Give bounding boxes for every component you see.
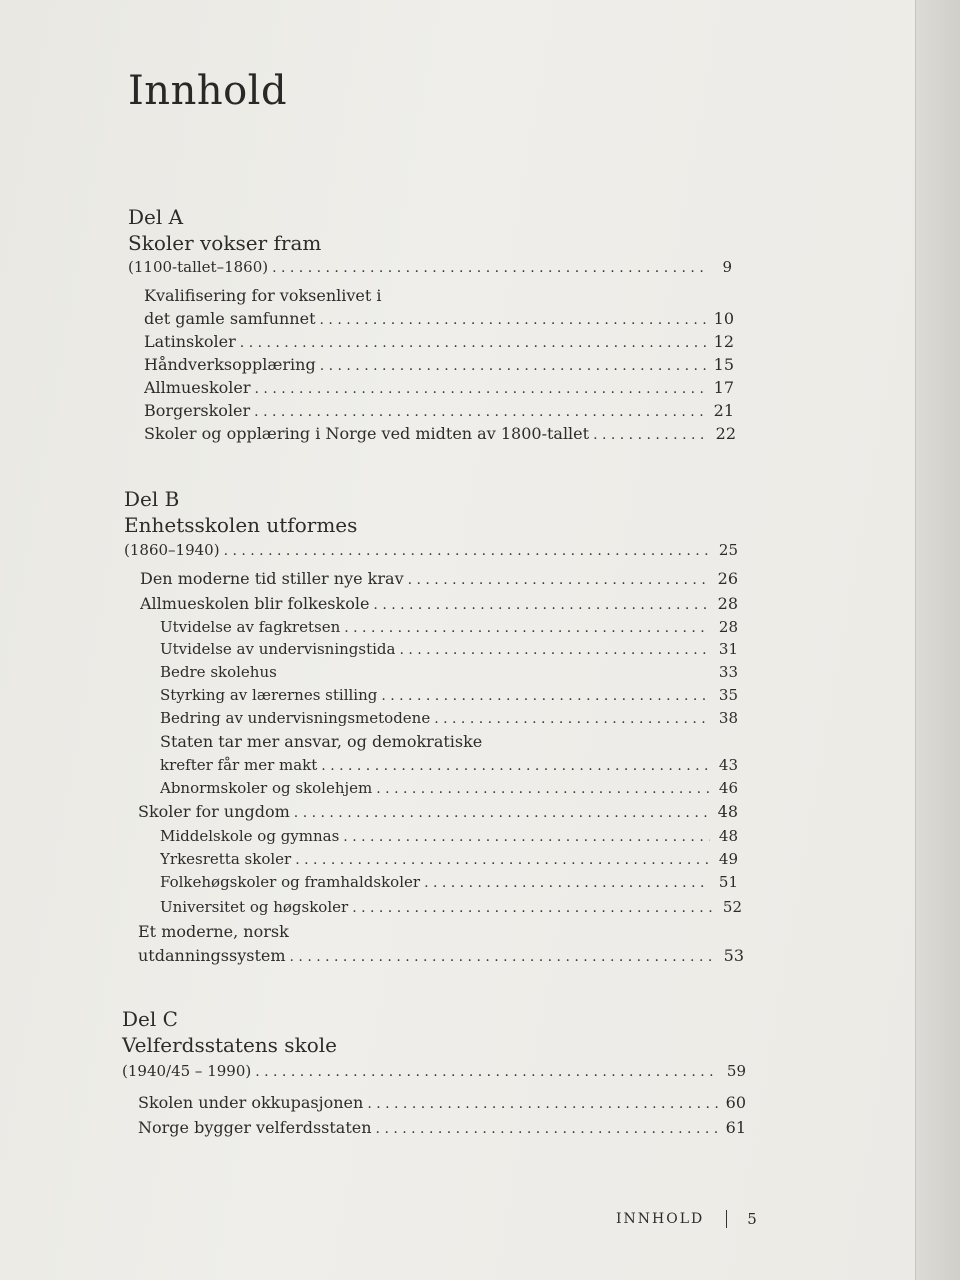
toc-row[interactable] [160, 850, 738, 868]
toc-page: 61 [725, 1118, 746, 1137]
toc-entry-line1: Et moderne, norsk [138, 922, 289, 941]
toc-page: 60 [725, 1093, 746, 1112]
toc-page: 52 [722, 898, 742, 916]
toc-row[interactable] [160, 663, 738, 681]
dot-leader [434, 711, 710, 727]
toc-row[interactable] [160, 686, 738, 704]
toc-page: 10 [713, 309, 734, 328]
toc-entry: utdanningssystem [138, 946, 286, 965]
dot-leader [344, 620, 710, 636]
dot-leader [224, 543, 710, 559]
section-title: Skoler vokser fram [128, 231, 322, 255]
dot-leader [272, 260, 704, 276]
toc-page: 35 [718, 686, 738, 704]
toc-page: 28 [718, 618, 738, 636]
toc-entry: Håndverksopplæring [144, 355, 316, 374]
toc-page: 28 [717, 594, 738, 613]
dot-leader [290, 949, 716, 965]
toc-entry: Skoler for ungdom [138, 802, 290, 821]
toc-row[interactable] [124, 541, 738, 559]
dot-leader [424, 875, 710, 891]
toc-page: 25 [718, 541, 738, 559]
dot-leader [376, 1121, 718, 1137]
dot-leader [294, 805, 710, 821]
dot-leader [343, 829, 710, 845]
toc-entry: Borgerskoler [144, 401, 251, 420]
toc-page: 48 [718, 827, 738, 845]
toc-row[interactable] [144, 309, 734, 328]
toc-row[interactable] [138, 1118, 746, 1137]
toc-row[interactable] [140, 569, 738, 588]
toc-entry: Folkehøgskoler og framhaldskoler [160, 873, 421, 891]
page-edge [915, 0, 960, 1280]
toc-entry: det gamle samfunnet [144, 309, 316, 328]
toc-row[interactable] [160, 756, 738, 774]
toc-entry: krefter får mer makt [160, 756, 318, 774]
toc-row[interactable] [144, 424, 736, 443]
dot-leader [320, 358, 706, 374]
toc-page: 59 [726, 1062, 746, 1080]
dot-leader [295, 852, 710, 868]
toc-page: 43 [718, 756, 738, 774]
dot-leader [376, 781, 710, 797]
dot-leader [381, 688, 710, 704]
toc-entry: Bedre skolehus [160, 663, 277, 681]
dot-leader [399, 642, 710, 658]
toc-page: 33 [718, 663, 738, 681]
page-footer [616, 1210, 757, 1228]
toc-period: (1100-tallet–1860) [128, 258, 269, 276]
toc-page: 49 [718, 850, 738, 868]
toc-page: 12 [713, 332, 734, 351]
toc-entry: Skolen under okkupasjonen [138, 1093, 364, 1112]
dot-leader [320, 312, 706, 328]
toc-page: 38 [718, 709, 738, 727]
toc-entry: Skoler og opplæring i Norge ved midten av 1800-tallet [144, 424, 590, 443]
toc-row[interactable] [160, 827, 738, 845]
toc-row[interactable] [160, 640, 738, 658]
section-label: Del B [124, 487, 180, 511]
toc-row[interactable] [144, 378, 734, 397]
toc-row[interactable] [160, 709, 738, 727]
dot-leader [240, 335, 706, 351]
dot-leader [255, 1064, 718, 1080]
toc-entry: Utvidelse av undervisningstida [160, 640, 396, 658]
toc-page: 51 [718, 873, 738, 891]
toc-entry: Styrking av lærernes stilling [160, 686, 378, 704]
section-del-a [128, 204, 321, 256]
toc-entry: Universitet og høgskoler [160, 898, 349, 916]
toc-page: 15 [713, 355, 734, 374]
section-title: Enhetsskolen utformes [124, 513, 358, 537]
footer-divider [726, 1210, 727, 1228]
page-title: Innhold [128, 68, 288, 114]
toc-row[interactable] [140, 594, 738, 613]
toc-page: 9 [722, 258, 732, 276]
toc-page: 26 [717, 569, 738, 588]
toc-entry: Allmueskolen blir folkeskole [140, 594, 370, 613]
toc-row[interactable] [160, 779, 738, 797]
toc-row[interactable] [160, 898, 742, 916]
toc-row[interactable] [138, 946, 744, 965]
section-label: Del C [122, 1007, 178, 1031]
toc-row[interactable] [138, 802, 738, 821]
toc-row[interactable] [122, 1062, 746, 1080]
dot-leader [352, 900, 714, 916]
toc-page: 22 [715, 424, 736, 443]
toc-row[interactable] [144, 355, 734, 374]
toc-page: 48 [717, 802, 738, 821]
toc-row[interactable] [128, 258, 732, 276]
toc-entry: Yrkesretta skoler [160, 850, 292, 868]
toc-entry: Den moderne tid stiller nye krav [140, 569, 404, 588]
toc-entry: Latinskoler [144, 332, 236, 351]
toc-period: (1860–1940) [124, 541, 220, 559]
section-del-c [122, 1006, 337, 1058]
dot-leader [367, 1096, 718, 1112]
section-label: Del A [128, 205, 184, 229]
running-head: INNHOLD [616, 1211, 705, 1227]
toc-entry: Norge bygger velferdsstaten [138, 1118, 372, 1137]
dot-leader [408, 572, 710, 588]
toc-page: 46 [718, 779, 738, 797]
toc-row[interactable] [144, 401, 734, 420]
dot-leader [254, 404, 706, 420]
toc-entry: Bedring av undervisningsmetodene [160, 709, 431, 727]
section-del-b [124, 486, 357, 538]
toc-row[interactable] [160, 618, 738, 636]
toc-entry-line1: Staten tar mer ansvar, og demokratiske [160, 732, 483, 751]
toc-entry: Allmueskoler [144, 378, 251, 397]
toc-page: 21 [713, 401, 734, 420]
toc-entry-line1: Kvalifisering for voksenlivet i [144, 286, 382, 305]
toc-period: (1940/45 – 1990) [122, 1062, 252, 1080]
toc-row[interactable] [138, 1093, 746, 1112]
toc-entry: Abnormskoler og skolehjem [160, 779, 373, 797]
dot-leader [255, 381, 706, 397]
dot-leader [321, 758, 710, 774]
toc-entry: Utvidelse av fagkretsen [160, 618, 341, 636]
toc-row[interactable] [144, 332, 734, 351]
toc-page: 17 [713, 378, 734, 397]
dot-leader [373, 597, 710, 613]
toc-page: 53 [723, 946, 744, 965]
toc-row[interactable] [160, 873, 738, 891]
toc-entry: Middelskole og gymnas [160, 827, 340, 845]
page-number: 5 [747, 1210, 757, 1228]
section-title: Velferdsstatens skole [122, 1033, 337, 1057]
toc-page: 31 [718, 640, 738, 658]
dot-leader [593, 427, 708, 443]
